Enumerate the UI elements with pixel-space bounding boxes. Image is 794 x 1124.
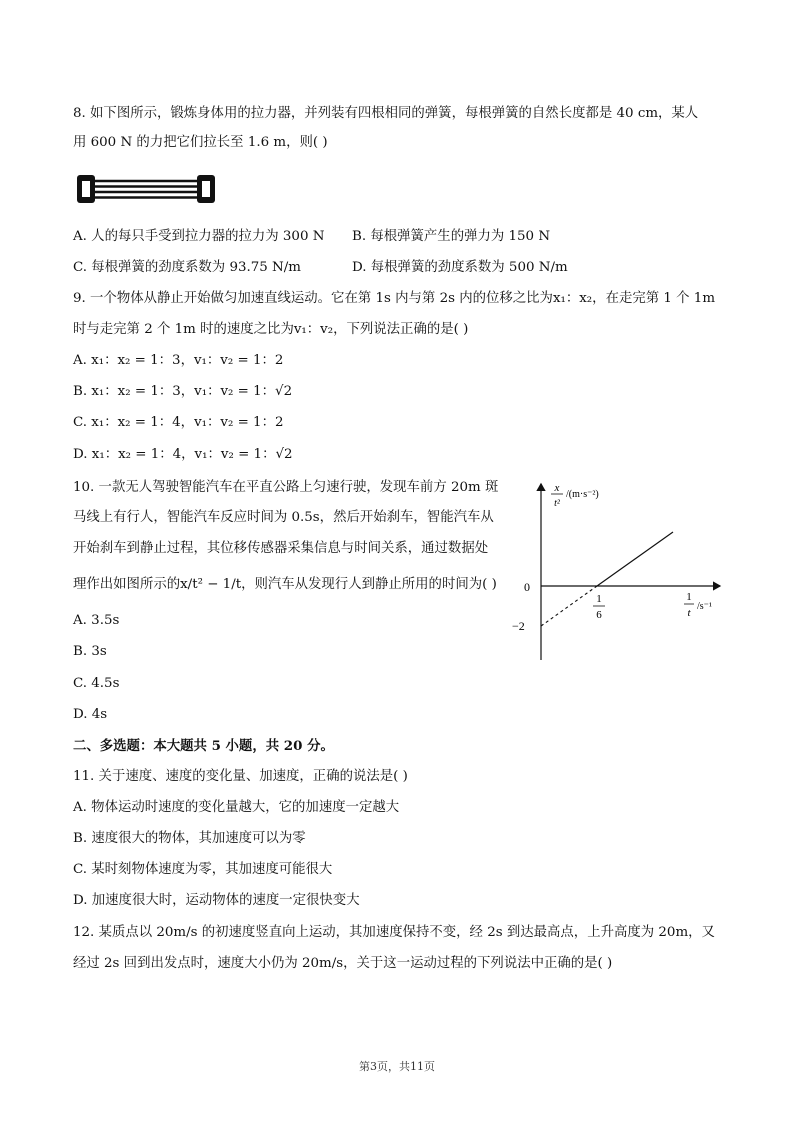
q10-line-2: 马线上有行人，智能汽车反应时间为 0.5s，然后开始刹车，智能汽车从: [73, 510, 494, 525]
page-footer: 第3页，共11页: [359, 1060, 435, 1073]
q9-option-b: B. x₁：x₂ = 1：3，v₁：v₂ = 1：√2: [73, 384, 293, 399]
x-label-numerator: 1: [686, 591, 692, 603]
q12-line-2: 经过 2s 回到出发点时，速度大小仍为 20m/s，关于这一运动过程的下列说法中正确的是( ): [73, 956, 613, 971]
q10-line-4: 理作出如图所示的x/t² − 1/t，则汽车从发现行人到静止所用的时间为( ): [73, 577, 497, 592]
q11-option-a: A. 物体运动时速度的变化量越大，它的加速度一定越大: [73, 800, 400, 815]
q10-option-a: A. 3.5s: [73, 613, 120, 628]
q11-option-d: D. 加速度很大时，运动物体的速度一定很快变大: [73, 893, 360, 908]
q10-line-1: 10. 一款无人驾驶智能汽车在平直公路上匀速行驶，发现车前方 20m 斑: [73, 480, 499, 495]
q11-line-1: 11. 关于速度、速度的变化量、加速度，正确的说法是( ): [73, 769, 408, 784]
x-axis-unit: /s⁻¹: [697, 601, 712, 612]
y-axis-unit: /(m·s⁻²): [566, 489, 599, 500]
q10-option-c: C. 4.5s: [73, 676, 120, 691]
y-label-numerator: x: [554, 482, 560, 494]
data-line: [597, 532, 673, 586]
x-label-denominator: t: [687, 607, 691, 619]
dashed-extension-line: [541, 586, 597, 626]
y-intercept-label: −2: [512, 619, 525, 633]
q10-line-3: 开始刹车到静止过程，其位移传感器采集信息与时间关系，通过数据处: [73, 541, 489, 556]
q9-option-c: C. x₁：x₂ = 1：4，v₁：v₂ = 1：2: [73, 415, 284, 430]
q9-line-1: 9. 一个物体从静止开始做匀加速直线运动。它在第 1s 内与第 2s 内的位移之比为x₁：x₂，在走完第 1 个 1m: [73, 291, 716, 306]
q11-option-c: C. 某时刻物体速度为零，其加速度可能很大: [73, 862, 333, 877]
q12-line-1: 12. 某质点以 20m/s 的初速度竖直向上运动，其加速度保持不变，经 2s 到达最高点，上升高度为 20m，又: [73, 925, 715, 940]
q8-option-d: D. 每根弹簧的劲度系数为 500 N/m: [352, 260, 568, 275]
q9-option-a: A. x₁：x₂ = 1：3，v₁：v₂ = 1：2: [73, 353, 284, 368]
q9-option-d: D. x₁：x₂ = 1：4，v₁：v₂ = 1：√2: [73, 447, 293, 462]
x-intercept-numerator: 1: [596, 593, 602, 605]
origin-label: 0: [524, 580, 530, 594]
q11-option-b: B. 速度很大的物体，其加速度可以为零: [73, 831, 306, 846]
q8-line-2: 用 600 N 的力把它们拉长至 1.6 m，则( ): [73, 135, 328, 150]
springs: [95, 181, 197, 198]
q10-option-d: D. 4s: [73, 707, 108, 722]
spring-exerciser-figure: [76, 173, 216, 205]
q8-line-1: 8. 如下图所示，锻炼身体用的拉力器，并列装有四根相同的弹簧，每根弹簧的自然长度都是 40 cm，某人: [73, 106, 699, 121]
x-intercept-denominator: 6: [596, 609, 602, 621]
q8-option-b: B. 每根弹簧产生的弹力为 150 N: [352, 229, 551, 244]
y-label-denominator: t²: [554, 498, 560, 509]
q8-option-c: C. 每根弹簧的劲度系数为 93.75 N/m: [73, 260, 301, 275]
x-over-t2-vs-1-over-t-graph: [505, 476, 735, 666]
section-2-title: 二、多选题：本大题共 5 小题，共 20 分。: [73, 738, 334, 754]
q8-option-a: A. 人的每只手受到拉力器的拉力为 300 N: [73, 229, 325, 244]
q10-option-b: B. 3s: [73, 644, 107, 659]
q9-line-2: 时与走完第 2 个 1m 时的速度之比为v₁：v₂，下列说法正确的是( ): [73, 322, 469, 337]
